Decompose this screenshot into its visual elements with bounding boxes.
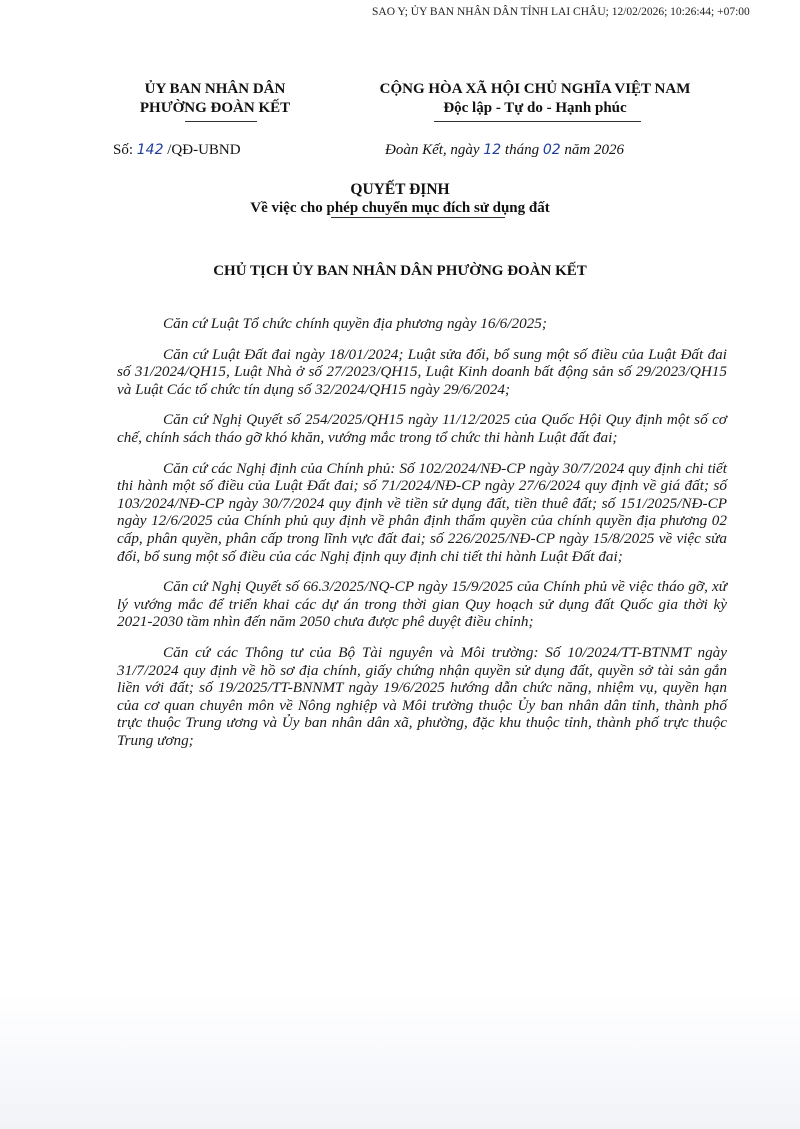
date-place: Đoàn Kết, ngày bbox=[385, 142, 484, 158]
agency-line-1: ỦY BAN NHÂN DÂN bbox=[144, 81, 286, 97]
month-label: tháng bbox=[504, 142, 540, 158]
legal-basis-paragraph: Căn cứ Nghị Quyết số 66.3/2025/NQ-CP ngày 15/9/2025 của Chính phủ về việc tháo gỡ, xử lý vướng mắc để triển khai các dự án trong thời gian Quy hoạch sử dụng đất Quốc gia thời kỳ 2021-2030 tầm nhìn đến năm 2050 chưa được phê duyệt điều chỉnh; bbox=[117, 578, 727, 631]
nation-line-1: CỘNG HÒA XÃ HỘI CHỦ NGHĨA VIỆT NAM bbox=[379, 81, 691, 97]
legal-basis-paragraph: Căn cứ các Nghị định của Chính phủ: Số 102/2024/NĐ-CP ngày 30/7/2024 quy định chi tiết thi hành một số điều của Luật Đất đai; số 71/2024/NĐ-CP ngày 27/6/2024 quy định về giá đất; số 103/2024/NĐ-CP ngày 30/7/2024 quy định về tiền sử dụng đất, tiền thuê đất; số 151/2025/NĐ-CP ngày 12/6/2025 của Chính phủ quy định về phân định thẩm quyền của chính quyền địa phương 02 cấp, phân quyền, phân cấp trong lĩnh vực đất đai; số 226/2025/NĐ-CP ngày 15/8/2025 về việc sửa đổi, bổ sung một số điều của các Nghị định quy định chi tiết thi hành Luật Đất đai; bbox=[117, 459, 727, 565]
legal-basis-paragraph: Căn cứ Nghị Quyết số 254/2025/QH15 ngày 11/12/2025 của Quốc Hội Quy định một số cơ chế, chính sách tháo gỡ khó khăn, vướng mắc trong tổ chức thi hành Luật đất đai; bbox=[117, 411, 727, 446]
legal-basis-paragraph: Căn cứ Luật Đất đai ngày 18/01/2024; Luật sửa đổi, bổ sung một số điều của Luật Đất đai số 31/2024/QH15, Luật Nhà ở số 27/2023/QH15, Luật Kinh doanh bất động sản số 29/2023/QH15 và Luật Các tổ chức tín dụng số 32/2024/QH15 ngày 29/6/2024; bbox=[117, 345, 727, 398]
handwritten-day: 12 bbox=[483, 142, 502, 158]
legal-bases bbox=[117, 315, 727, 762]
number-prefix: Số: bbox=[113, 142, 137, 158]
legal-basis-paragraph: Căn cứ các Thông tư của Bộ Tài nguyên và Môi trường: Số 10/2024/TT-BTNMT ngày 31/7/2024 quy định về hồ sơ địa chính, giấy chứng nhận quyền sử dụng đất, quyền sở tài sản gắn liền với đất; số 19/2025/TT-BNNMT ngày 19/6/2025 hướng dẫn chức năng, nhiệm vụ, quyền hạn của cơ quan chuyên môn về Nông nghiệp và Môi trường thuộc Ủy ban nhân dân tỉnh, thành phố trực thuộc Trung ương và Ủy ban nhân dân xã, phường, đặc khu thuộc tỉnh, thành phố trực thuộc Trung ương; bbox=[117, 643, 727, 749]
document-date bbox=[385, 140, 705, 160]
document-title: QUYẾT ĐỊNH bbox=[350, 181, 450, 198]
issuing-authority: CHỦ TỊCH ỦY BAN NHÂN DÂN PHƯỜNG ĐOÀN KẾT bbox=[213, 263, 587, 279]
agency-header bbox=[105, 80, 325, 118]
number-suffix: /QĐ-UBND bbox=[163, 142, 241, 158]
handwritten-number: 142 bbox=[136, 142, 164, 158]
copy-stamp: SAO Y; ỦY BAN NHÂN DÂN TỈNH LAI CHÂU; 12/02/2026; 10:26:44; +07:00 bbox=[372, 6, 750, 18]
motto-underline bbox=[434, 121, 641, 122]
nation-motto: Độc lập - Tự do - Hạnh phúc bbox=[443, 100, 627, 116]
year-label: năm 2026 bbox=[564, 142, 624, 158]
document-number bbox=[113, 140, 313, 160]
legal-basis-paragraph: Căn cứ Luật Tổ chức chính quyền địa phương ngày 16/6/2025; bbox=[163, 315, 547, 332]
agency-underline bbox=[185, 121, 257, 122]
agency-line-2: PHƯỜNG ĐOÀN KẾT bbox=[139, 100, 291, 116]
handwritten-month: 02 bbox=[542, 142, 561, 158]
national-header bbox=[345, 80, 725, 118]
document-subtitle: Về việc cho phép chuyển mục đích sử dụng đất bbox=[250, 200, 550, 216]
subtitle-underline bbox=[331, 217, 505, 218]
